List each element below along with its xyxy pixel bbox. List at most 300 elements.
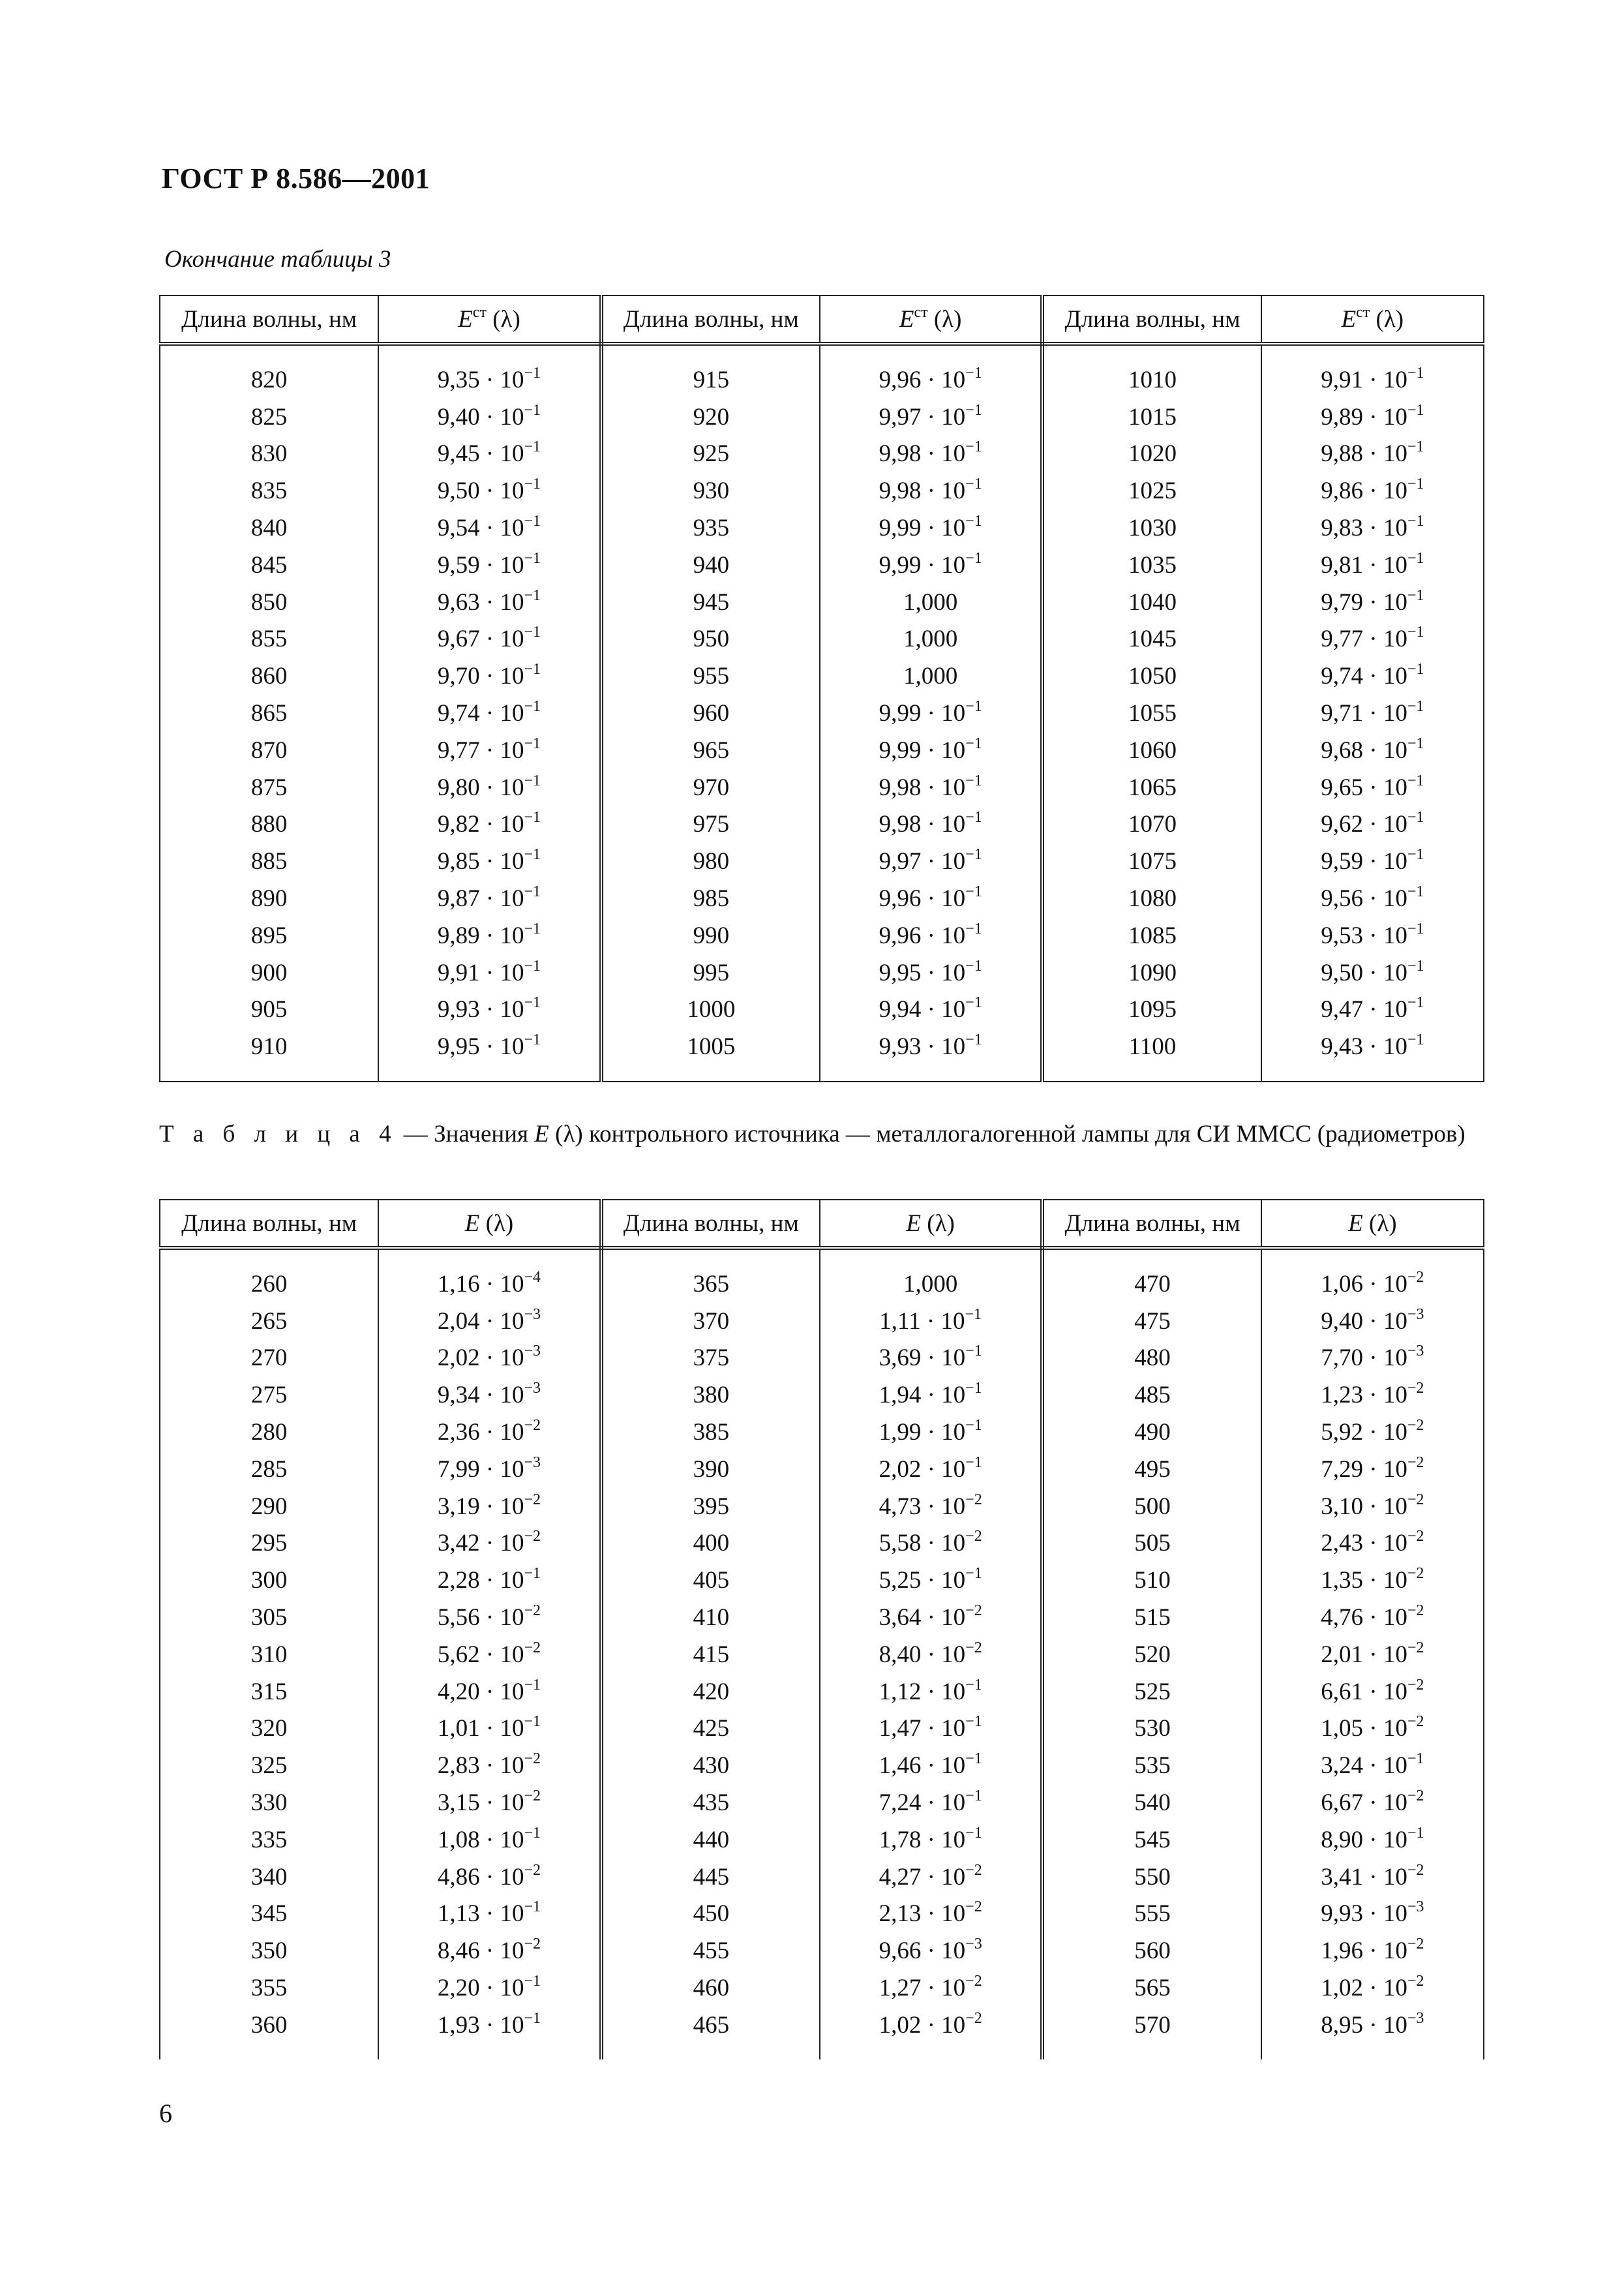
column-header-e-standard: $E^{ст}$ (λ)	[1261, 296, 1484, 344]
wavelength-cell: 1040	[1042, 584, 1261, 621]
table-row	[160, 1710, 1484, 1748]
value-cell: $9,95 \cdot 10^{-1}$	[378, 1028, 601, 1065]
value-cell: $4,20 \cdot 10^{-1}$	[378, 1673, 601, 1710]
wavelength-cell: 500	[1042, 1488, 1261, 1525]
wavelength-cell: 900	[160, 954, 378, 992]
value-cell: $9,70 \cdot 10^{-1}$	[378, 658, 601, 695]
column-header-wavelength: Длина волны, нм	[601, 296, 820, 344]
value-cell: $9,50 \cdot 10^{-1}$	[378, 472, 601, 509]
wavelength-cell: 450	[601, 1896, 820, 1933]
wavelength-cell: 975	[601, 806, 820, 843]
table3-caption: Окончание таблицы 3	[164, 246, 391, 273]
wavelength-cell: 355	[160, 1969, 378, 2007]
wavelength-cell: 1080	[1042, 880, 1261, 917]
document-header: ГОСТ Р 8.586—2001	[162, 162, 430, 194]
wavelength-cell: 910	[160, 1028, 378, 1065]
wavelength-cell: 405	[601, 1562, 820, 1599]
page-number: 6	[159, 2099, 172, 2128]
value-cell: $3,42 \cdot 10^{-2}$	[378, 1525, 601, 1562]
wavelength-cell: 970	[601, 769, 820, 806]
wavelength-cell: 1100	[1042, 1028, 1261, 1065]
value-cell: $9,97 \cdot 10^{-1}$	[820, 843, 1042, 880]
value-cell: $1,93 \cdot 10^{-1}$	[378, 2007, 601, 2044]
value-cell: $6,67 \cdot 10^{-2}$	[1261, 1784, 1484, 1821]
value-cell: $2,83 \cdot 10^{-2}$	[378, 1747, 601, 1784]
wavelength-cell: 415	[601, 1636, 820, 1673]
wavelength-cell: 385	[601, 1414, 820, 1451]
value-cell: $9,40 \cdot 10^{-1}$	[378, 399, 601, 436]
value-cell: $9,96 \cdot 10^{-1}$	[820, 361, 1042, 399]
value-cell: $5,56 \cdot 10^{-2}$	[378, 1599, 601, 1636]
wavelength-cell: 1015	[1042, 399, 1261, 436]
wavelength-cell: 940	[601, 547, 820, 584]
value-cell: $5,58 \cdot 10^{-2}$	[820, 1525, 1042, 1562]
wavelength-cell: 380	[601, 1376, 820, 1414]
wavelength-cell: 920	[601, 399, 820, 436]
value-cell: $5,62 \cdot 10^{-2}$	[378, 1636, 601, 1673]
table-row	[160, 1266, 1484, 1303]
wavelength-cell: 560	[1042, 1932, 1261, 1969]
value-cell: $9,91 \cdot 10^{-1}$	[1261, 361, 1484, 399]
value-cell: $9,99 \cdot 10^{-1}$	[820, 547, 1042, 584]
value-cell: $9,93 \cdot 10^{-1}$	[820, 1028, 1042, 1065]
wavelength-cell: 260	[160, 1266, 378, 1303]
wavelength-cell: 480	[1042, 1340, 1261, 1377]
value-cell: $1,35 \cdot 10^{-2}$	[1261, 1562, 1484, 1599]
value-cell: $9,77 \cdot 10^{-1}$	[378, 732, 601, 769]
value-cell: $9,63 \cdot 10^{-1}$	[378, 584, 601, 621]
value-cell: $2,43 \cdot 10^{-2}$	[1261, 1525, 1484, 1562]
wavelength-cell: 310	[160, 1636, 378, 1673]
wavelength-cell: 870	[160, 732, 378, 769]
wavelength-cell: 840	[160, 509, 378, 547]
wavelength-cell: 510	[1042, 1562, 1261, 1599]
wavelength-cell: 470	[1042, 1266, 1261, 1303]
value-cell: $4,86 \cdot 10^{-2}$	[378, 1859, 601, 1896]
value-cell: $8,46 \cdot 10^{-2}$	[378, 1932, 601, 1969]
wavelength-cell: 860	[160, 658, 378, 695]
value-cell: $9,98 \cdot 10^{-1}$	[820, 769, 1042, 806]
value-cell: $2,13 \cdot 10^{-2}$	[820, 1896, 1042, 1933]
value-cell: $4,73 \cdot 10^{-2}$	[820, 1488, 1042, 1525]
wavelength-cell: 475	[1042, 1303, 1261, 1340]
value-cell: $1,13 \cdot 10^{-1}$	[378, 1896, 601, 1933]
value-cell: $8,95 \cdot 10^{-3}$	[1261, 2007, 1484, 2044]
wavelength-cell: 1045	[1042, 621, 1261, 658]
value-cell: $2,01 \cdot 10^{-2}$	[1261, 1636, 1484, 1673]
value-cell: $9,77 \cdot 10^{-1}$	[1261, 621, 1484, 658]
table-row	[160, 472, 1484, 509]
wavelength-cell: 545	[1042, 1821, 1261, 1859]
value-cell: $9,56 \cdot 10^{-1}$	[1261, 880, 1484, 917]
value-cell: $9,98 \cdot 10^{-1}$	[820, 436, 1042, 473]
value-cell: $1,06 \cdot 10^{-2}$	[1261, 1266, 1484, 1303]
value-cell: $9,65 \cdot 10^{-1}$	[1261, 769, 1484, 806]
wavelength-cell: 465	[601, 2007, 820, 2044]
value-cell: 1,000	[820, 1266, 1042, 1303]
column-header-wavelength: Длина волны, нм	[160, 296, 378, 344]
table-row	[160, 509, 1484, 547]
wavelength-cell: 350	[160, 1932, 378, 1969]
value-cell: $2,20 \cdot 10^{-1}$	[378, 1969, 601, 2007]
value-cell: $1,02 \cdot 10^{-2}$	[820, 2007, 1042, 2044]
wavelength-cell: 830	[160, 436, 378, 473]
wavelength-cell: 890	[160, 880, 378, 917]
wavelength-cell: 990	[601, 917, 820, 954]
value-cell: $1,99 \cdot 10^{-1}$	[820, 1414, 1042, 1451]
wavelength-cell: 1075	[1042, 843, 1261, 880]
value-cell: $7,24 \cdot 10^{-1}$	[820, 1784, 1042, 1821]
value-cell: $3,19 \cdot 10^{-2}$	[378, 1488, 601, 1525]
value-cell: $9,45 \cdot 10^{-1}$	[378, 436, 601, 473]
wavelength-cell: 995	[601, 954, 820, 992]
value-cell: $9,93 \cdot 10^{-1}$	[378, 992, 601, 1029]
wavelength-cell: 440	[601, 1821, 820, 1859]
wavelength-cell: 325	[160, 1747, 378, 1784]
value-cell: $9,47 \cdot 10^{-1}$	[1261, 992, 1484, 1029]
wavelength-cell: 365	[601, 1266, 820, 1303]
wavelength-cell: 865	[160, 695, 378, 732]
table-row	[160, 658, 1484, 695]
value-cell: $9,99 \cdot 10^{-1}$	[820, 695, 1042, 732]
wavelength-cell: 400	[601, 1525, 820, 1562]
value-cell: $1,02 \cdot 10^{-2}$	[1261, 1969, 1484, 2007]
wavelength-cell: 535	[1042, 1747, 1261, 1784]
value-cell: $9,98 \cdot 10^{-1}$	[820, 472, 1042, 509]
table-row	[160, 880, 1484, 917]
value-cell: $9,62 \cdot 10^{-1}$	[1261, 806, 1484, 843]
wavelength-cell: 460	[601, 1969, 820, 2007]
value-cell: $1,47 \cdot 10^{-1}$	[820, 1710, 1042, 1748]
value-cell: $4,27 \cdot 10^{-2}$	[820, 1859, 1042, 1896]
table-row	[160, 1488, 1484, 1525]
value-cell: $9,74 \cdot 10^{-1}$	[1261, 658, 1484, 695]
value-cell: $9,96 \cdot 10^{-1}$	[820, 880, 1042, 917]
value-cell: $9,98 \cdot 10^{-1}$	[820, 806, 1042, 843]
value-cell: $7,99 \cdot 10^{-3}$	[378, 1451, 601, 1488]
table-row	[160, 843, 1484, 880]
wavelength-cell: 1005	[601, 1028, 820, 1065]
value-cell: $9,86 \cdot 10^{-1}$	[1261, 472, 1484, 509]
wavelength-cell: 1065	[1042, 769, 1261, 806]
column-header-wavelength: Длина волны, нм	[160, 1200, 378, 1248]
wavelength-cell: 885	[160, 843, 378, 880]
table-header-row	[160, 296, 1484, 344]
table-row	[160, 1896, 1484, 1933]
value-cell: $2,28 \cdot 10^{-1}$	[378, 1562, 601, 1599]
value-cell: $1,27 \cdot 10^{-2}$	[820, 1969, 1042, 2007]
value-cell: $9,80 \cdot 10^{-1}$	[378, 769, 601, 806]
wavelength-cell: 1050	[1042, 658, 1261, 695]
wavelength-cell: 360	[160, 2007, 378, 2044]
value-cell: $7,29 \cdot 10^{-2}$	[1261, 1451, 1484, 1488]
wavelength-cell: 565	[1042, 1969, 1261, 2007]
table-row	[160, 695, 1484, 732]
wavelength-cell: 370	[601, 1303, 820, 1340]
wavelength-cell: 505	[1042, 1525, 1261, 1562]
value-cell: $9,91 \cdot 10^{-1}$	[378, 954, 601, 992]
column-header-e-standard: $E^{ст}$ (λ)	[820, 296, 1042, 344]
value-cell: $2,02 \cdot 10^{-1}$	[820, 1451, 1042, 1488]
wavelength-cell: 1010	[1042, 361, 1261, 399]
value-cell: $9,43 \cdot 10^{-1}$	[1261, 1028, 1484, 1065]
wavelength-cell: 430	[601, 1747, 820, 1784]
wavelength-cell: 835	[160, 472, 378, 509]
value-cell: $9,89 \cdot 10^{-1}$	[1261, 399, 1484, 436]
wavelength-cell: 1090	[1042, 954, 1261, 992]
table-row	[160, 992, 1484, 1029]
value-cell: $9,40 \cdot 10^{-3}$	[1261, 1303, 1484, 1340]
value-cell: 1,000	[820, 658, 1042, 695]
wavelength-cell: 395	[601, 1488, 820, 1525]
value-cell: $4,76 \cdot 10^{-2}$	[1261, 1599, 1484, 1636]
value-cell: $9,89 \cdot 10^{-1}$	[378, 917, 601, 954]
value-cell: $9,79 \cdot 10^{-1}$	[1261, 584, 1484, 621]
wavelength-cell: 540	[1042, 1784, 1261, 1821]
value-cell: $9,34 \cdot 10^{-3}$	[378, 1376, 601, 1414]
table4	[159, 1199, 1484, 2059]
table-row	[160, 361, 1484, 399]
table-row	[160, 547, 1484, 584]
wavelength-cell: 850	[160, 584, 378, 621]
value-cell: $9,97 \cdot 10^{-1}$	[820, 399, 1042, 436]
table-row	[160, 1562, 1484, 1599]
table-row	[160, 1821, 1484, 1859]
value-cell: $9,68 \cdot 10^{-1}$	[1261, 732, 1484, 769]
wavelength-cell: 820	[160, 361, 378, 399]
table-row	[160, 1340, 1484, 1377]
value-cell: $2,02 \cdot 10^{-3}$	[378, 1340, 601, 1377]
value-cell: $8,40 \cdot 10^{-2}$	[820, 1636, 1042, 1673]
value-cell: $9,35 \cdot 10^{-1}$	[378, 361, 601, 399]
wavelength-cell: 525	[1042, 1673, 1261, 1710]
wavelength-cell: 570	[1042, 2007, 1261, 2044]
wavelength-cell: 825	[160, 399, 378, 436]
value-cell: 1,000	[820, 584, 1042, 621]
table-row	[160, 1525, 1484, 1562]
wavelength-cell: 955	[601, 658, 820, 695]
wavelength-cell: 985	[601, 880, 820, 917]
value-cell: $9,99 \cdot 10^{-1}$	[820, 732, 1042, 769]
wavelength-cell: 1035	[1042, 547, 1261, 584]
table-row	[160, 1376, 1484, 1414]
wavelength-cell: 265	[160, 1303, 378, 1340]
wavelength-cell: 390	[601, 1451, 820, 1488]
value-cell: $1,01 \cdot 10^{-1}$	[378, 1710, 601, 1748]
table-row	[160, 584, 1484, 621]
table-row	[160, 621, 1484, 658]
wavelength-cell: 905	[160, 992, 378, 1029]
wavelength-cell: 855	[160, 621, 378, 658]
wavelength-cell: 445	[601, 1859, 820, 1896]
wavelength-cell: 1020	[1042, 436, 1261, 473]
value-cell: $9,96 \cdot 10^{-1}$	[820, 917, 1042, 954]
column-header-e: E (λ)	[378, 1200, 601, 1248]
wavelength-cell: 345	[160, 1896, 378, 1933]
wavelength-cell: 845	[160, 547, 378, 584]
wavelength-cell: 1060	[1042, 732, 1261, 769]
wavelength-cell: 945	[601, 584, 820, 621]
wavelength-cell: 335	[160, 1821, 378, 1859]
wavelength-cell: 285	[160, 1451, 378, 1488]
value-cell: $1,78 \cdot 10^{-1}$	[820, 1821, 1042, 1859]
value-cell: $1,23 \cdot 10^{-2}$	[1261, 1376, 1484, 1414]
value-cell: $3,24 \cdot 10^{-1}$	[1261, 1747, 1484, 1784]
wavelength-cell: 550	[1042, 1859, 1261, 1896]
value-cell: $9,50 \cdot 10^{-1}$	[1261, 954, 1484, 992]
value-cell: $9,71 \cdot 10^{-1}$	[1261, 695, 1484, 732]
value-cell: $8,90 \cdot 10^{-1}$	[1261, 1821, 1484, 1859]
wavelength-cell: 935	[601, 509, 820, 547]
value-cell: $5,25 \cdot 10^{-1}$	[820, 1562, 1042, 1599]
wavelength-cell: 295	[160, 1525, 378, 1562]
table-row	[160, 399, 1484, 436]
wavelength-cell: 320	[160, 1710, 378, 1748]
wavelength-cell: 420	[601, 1673, 820, 1710]
column-header-e: E (λ)	[820, 1200, 1042, 1248]
value-cell: $3,15 \cdot 10^{-2}$	[378, 1784, 601, 1821]
wavelength-cell: 530	[1042, 1710, 1261, 1748]
column-header-wavelength: Длина волны, нм	[601, 1200, 820, 1248]
value-cell: $9,95 \cdot 10^{-1}$	[820, 954, 1042, 992]
value-cell: $9,82 \cdot 10^{-1}$	[378, 806, 601, 843]
value-cell: $6,61 \cdot 10^{-2}$	[1261, 1673, 1484, 1710]
wavelength-cell: 410	[601, 1599, 820, 1636]
column-header-e: E (λ)	[1261, 1200, 1484, 1248]
value-cell: $3,10 \cdot 10^{-2}$	[1261, 1488, 1484, 1525]
value-cell: 1,000	[820, 621, 1042, 658]
table-row	[160, 1451, 1484, 1488]
wavelength-cell: 960	[601, 695, 820, 732]
value-cell: $2,36 \cdot 10^{-2}$	[378, 1414, 601, 1451]
wavelength-cell: 425	[601, 1710, 820, 1748]
value-cell: $9,59 \cdot 10^{-1}$	[1261, 843, 1484, 880]
wavelength-cell: 555	[1042, 1896, 1261, 1933]
table-row	[160, 769, 1484, 806]
value-cell: $1,94 \cdot 10^{-1}$	[820, 1376, 1042, 1414]
wavelength-cell: 300	[160, 1562, 378, 1599]
value-cell: $9,93 \cdot 10^{-3}$	[1261, 1896, 1484, 1933]
wavelength-cell: 980	[601, 843, 820, 880]
value-cell: $1,05 \cdot 10^{-2}$	[1261, 1710, 1484, 1748]
wavelength-cell: 875	[160, 769, 378, 806]
value-cell: $1,11 \cdot 10^{-1}$	[820, 1303, 1042, 1340]
value-cell: $2,04 \cdot 10^{-3}$	[378, 1303, 601, 1340]
wavelength-cell: 895	[160, 917, 378, 954]
wavelength-cell: 880	[160, 806, 378, 843]
wavelength-cell: 1070	[1042, 806, 1261, 843]
table-row	[160, 436, 1484, 473]
value-cell: $3,41 \cdot 10^{-2}$	[1261, 1859, 1484, 1896]
wavelength-cell: 275	[160, 1376, 378, 1414]
table-row	[160, 806, 1484, 843]
wavelength-cell: 270	[160, 1340, 378, 1377]
value-cell: $3,64 \cdot 10^{-2}$	[820, 1599, 1042, 1636]
value-cell: $9,85 \cdot 10^{-1}$	[378, 843, 601, 880]
wavelength-cell: 965	[601, 732, 820, 769]
wavelength-cell: 435	[601, 1784, 820, 1821]
wavelength-cell: 375	[601, 1340, 820, 1377]
wavelength-cell: 930	[601, 472, 820, 509]
table-row	[160, 1859, 1484, 1896]
value-cell: $9,59 \cdot 10^{-1}$	[378, 547, 601, 584]
wavelength-cell: 515	[1042, 1599, 1261, 1636]
value-cell: $9,88 \cdot 10^{-1}$	[1261, 436, 1484, 473]
wavelength-cell: 485	[1042, 1376, 1261, 1414]
table-row	[160, 2007, 1484, 2044]
value-cell: $1,12 \cdot 10^{-1}$	[820, 1673, 1042, 1710]
wavelength-cell: 455	[601, 1932, 820, 1969]
wavelength-cell: 520	[1042, 1636, 1261, 1673]
table-row	[160, 732, 1484, 769]
wavelength-cell: 280	[160, 1414, 378, 1451]
wavelength-cell: 925	[601, 436, 820, 473]
table-row	[160, 954, 1484, 992]
wavelength-cell: 490	[1042, 1414, 1261, 1451]
value-cell: $1,46 \cdot 10^{-1}$	[820, 1747, 1042, 1784]
value-cell: $9,67 \cdot 10^{-1}$	[378, 621, 601, 658]
value-cell: $9,74 \cdot 10^{-1}$	[378, 695, 601, 732]
value-cell: $1,96 \cdot 10^{-2}$	[1261, 1932, 1484, 1969]
wavelength-cell: 950	[601, 621, 820, 658]
table-header-row	[160, 1200, 1484, 1248]
value-cell: $7,70 \cdot 10^{-3}$	[1261, 1340, 1484, 1377]
value-cell: $9,66 \cdot 10^{-3}$	[820, 1932, 1042, 1969]
wavelength-cell: 1055	[1042, 695, 1261, 732]
value-cell: $9,99 \cdot 10^{-1}$	[820, 509, 1042, 547]
wavelength-cell: 305	[160, 1599, 378, 1636]
value-cell: $1,16 \cdot 10^{-4}$	[378, 1266, 601, 1303]
wavelength-cell: 1030	[1042, 509, 1261, 547]
wavelength-cell: 1000	[601, 992, 820, 1029]
table-row	[160, 917, 1484, 954]
table-row	[160, 1784, 1484, 1821]
value-cell: $9,81 \cdot 10^{-1}$	[1261, 547, 1484, 584]
wavelength-cell: 290	[160, 1488, 378, 1525]
column-header-wavelength: Длина волны, нм	[1042, 1200, 1261, 1248]
value-cell: $5,92 \cdot 10^{-2}$	[1261, 1414, 1484, 1451]
table-row	[160, 1599, 1484, 1636]
value-cell: $9,83 \cdot 10^{-1}$	[1261, 509, 1484, 547]
table-row	[160, 1969, 1484, 2007]
table-row	[160, 1673, 1484, 1710]
value-cell: $3,69 \cdot 10^{-1}$	[820, 1340, 1042, 1377]
table-row	[160, 1932, 1484, 1969]
wavelength-cell: 915	[601, 361, 820, 399]
table3	[159, 295, 1484, 1082]
table-row	[160, 1636, 1484, 1673]
value-cell: $9,53 \cdot 10^{-1}$	[1261, 917, 1484, 954]
value-cell: $1,08 \cdot 10^{-1}$	[378, 1821, 601, 1859]
wavelength-cell: 340	[160, 1859, 378, 1896]
wavelength-cell: 1025	[1042, 472, 1261, 509]
wavelength-cell: 315	[160, 1673, 378, 1710]
value-cell: $9,54 \cdot 10^{-1}$	[378, 509, 601, 547]
value-cell: $9,87 \cdot 10^{-1}$	[378, 880, 601, 917]
wavelength-cell: 495	[1042, 1451, 1261, 1488]
wavelength-cell: 1095	[1042, 992, 1261, 1029]
column-header-e-standard: $E^{ст}$ (λ)	[378, 296, 601, 344]
wavelength-cell: 1085	[1042, 917, 1261, 954]
table-row	[160, 1414, 1484, 1451]
table4-caption: Т а б л и ц а 4 — Значения E (λ) контрольного источника — металлогалогенной лампы для СИ ММСС (радиометров)	[159, 1121, 1466, 1147]
table-row	[160, 1303, 1484, 1340]
column-header-wavelength: Длина волны, нм	[1042, 296, 1261, 344]
table-row	[160, 1028, 1484, 1065]
wavelength-cell: 330	[160, 1784, 378, 1821]
value-cell: $9,94 \cdot 10^{-1}$	[820, 992, 1042, 1029]
table-row	[160, 1747, 1484, 1784]
